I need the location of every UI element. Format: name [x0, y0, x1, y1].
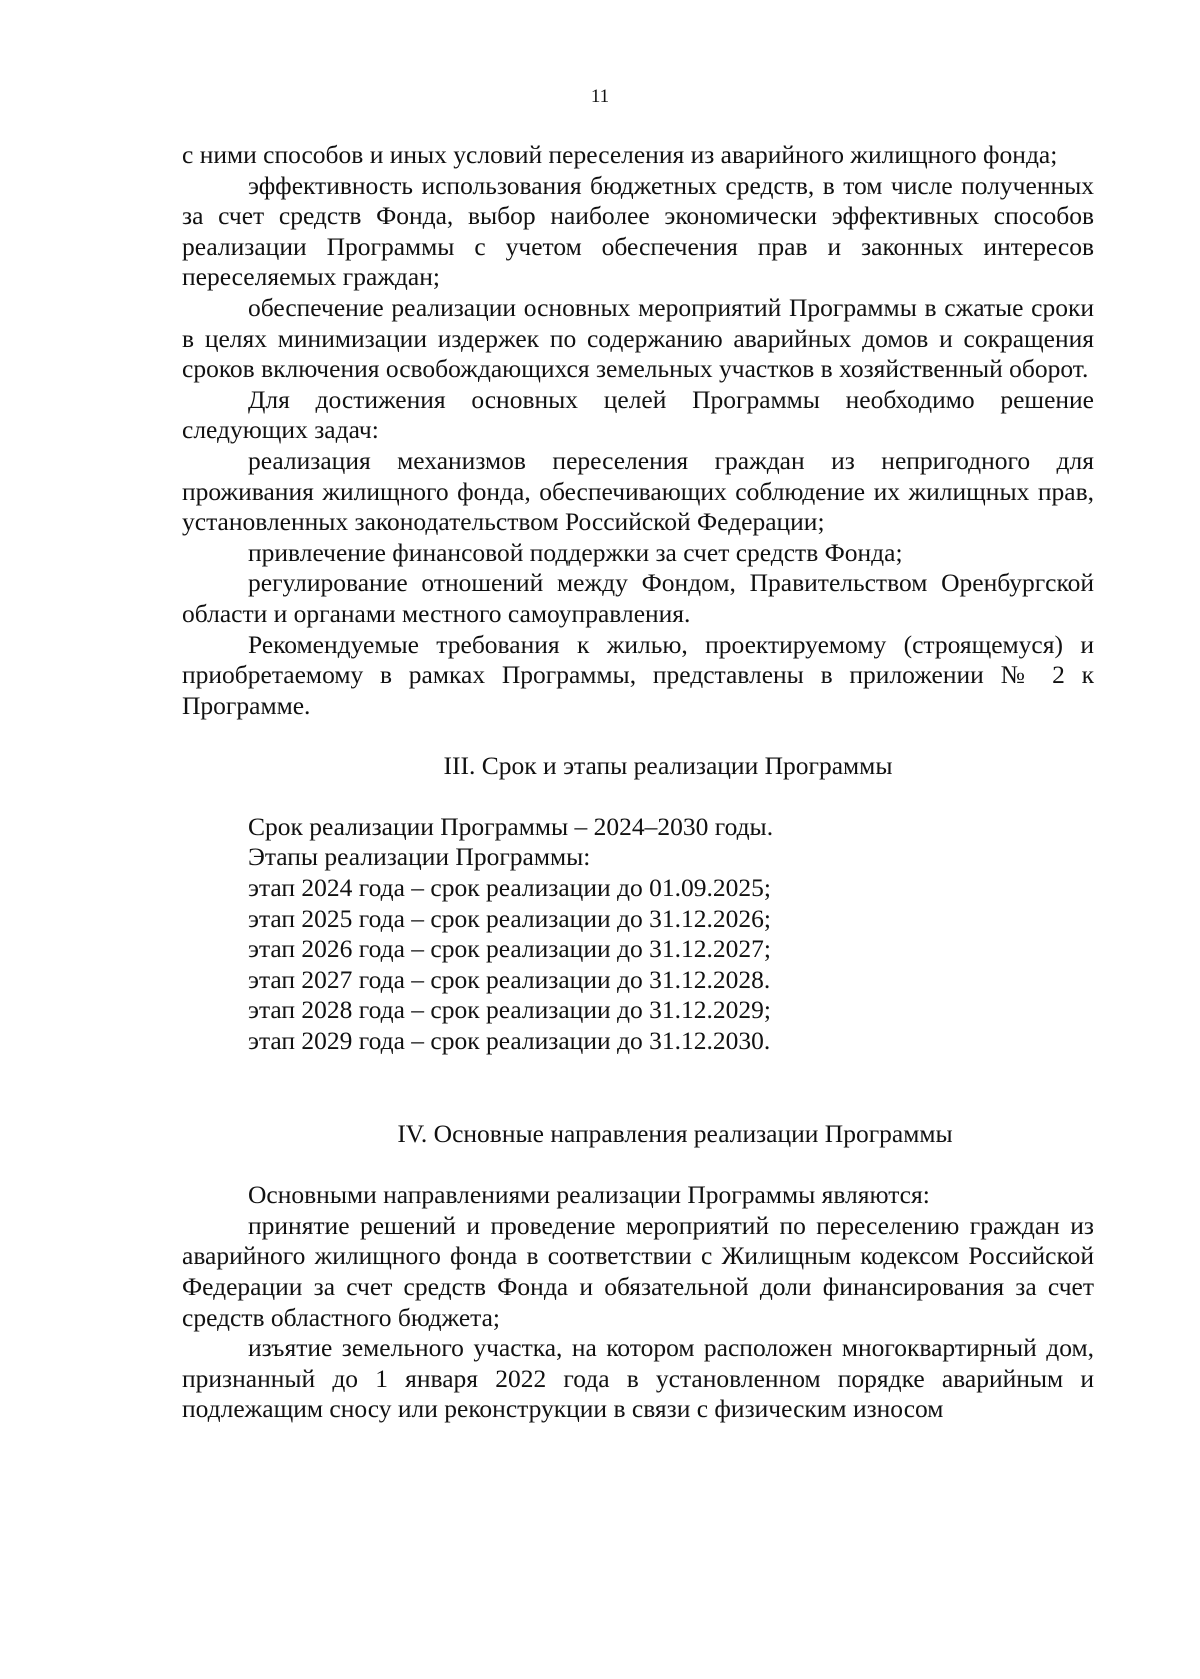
- stage-item: этап 2028 года – срок реализации до 31.12.2029;: [248, 995, 771, 1025]
- stage-item: этап 2024 года – срок реализации до 01.09.2025;: [248, 873, 771, 903]
- document-body: [182, 140, 1094, 1425]
- section4-intro: Основными направлениями реализации Программы являются:: [248, 1180, 930, 1210]
- stage-item: этап 2026 года – срок реализации до 31.12.2027;: [248, 934, 771, 964]
- paragraph: регулирование отношений между Фондом, Правительством Оренбургской области и органами местного самоуправления.: [182, 568, 1094, 628]
- paragraph: реализация механизмов переселения граждан из непригодного для проживания жилищного фонда, обеспечивающих соблюдение их жилищных прав, установленных законодательством Российской Федерации;: [182, 445, 1094, 537]
- stage-item: этап 2025 года – срок реализации до 31.12.2026;: [248, 903, 771, 933]
- stages-heading: Этапы реализации Программы:: [248, 842, 591, 872]
- paragraph: обеспечение реализации основных мероприятий Программы в сжатые сроки в целях минимизации издержек по содержанию аварийных домов и сокращения сроков включения освобождающихся земельных участков в хозяйственный оборот.: [182, 292, 1094, 384]
- paragraph: эффективность использования бюджетных средств, в том числе полученных за счет средств Фонда, выбор наиболее экономически эффективных способов реализации Программы с учетом обеспечения прав и законных интересов переселяемых граждан;: [182, 170, 1094, 292]
- paragraph: привлечение финансовой поддержки за счет средств Фонда;: [248, 537, 903, 567]
- paragraph: принятие решений и проведение мероприятий по переселению граждан из аварийного жилищного фонда в соответствии с Жилищным кодексом Российской Федерации за счет средств Фонда и обязательной доли финансирования за счет средств областного бюджета;: [182, 1210, 1094, 1332]
- section-heading-3: III. Срок и этапы реализации Программы: [443, 751, 893, 781]
- stage-list: [182, 873, 1094, 1057]
- section-heading-4: IV. Основные направления реализации Программы: [397, 1118, 953, 1148]
- page-number: 11: [590, 86, 610, 107]
- stage-item: этап 2029 года – срок реализации до 31.12.2030.: [248, 1026, 771, 1056]
- stage-item: этап 2027 года – срок реализации до 31.12.2028.: [248, 964, 771, 994]
- paragraph: изъятие земельного участка, на котором расположен многоквартирный дом, признанный до 1 января 2022 года в установленном порядке аварийным и подлежащим сносу или реконструкции в связи с физическим износом: [182, 1333, 1094, 1424]
- paragraph: Рекомендуемые требования к жилью, проектируемому (строящемуся) и приобретаемому в рамках Программы, представлены в приложении № 2 к Программе.: [182, 629, 1094, 720]
- paragraph: Для достижения основных целей Программы необходимо решение следующих задач:: [182, 384, 1094, 445]
- paragraph: с ними способов и иных условий переселения из аварийного жилищного фонда;: [182, 140, 1058, 169]
- term-line: Срок реализации Программы – 2024–2030 годы.: [248, 811, 774, 841]
